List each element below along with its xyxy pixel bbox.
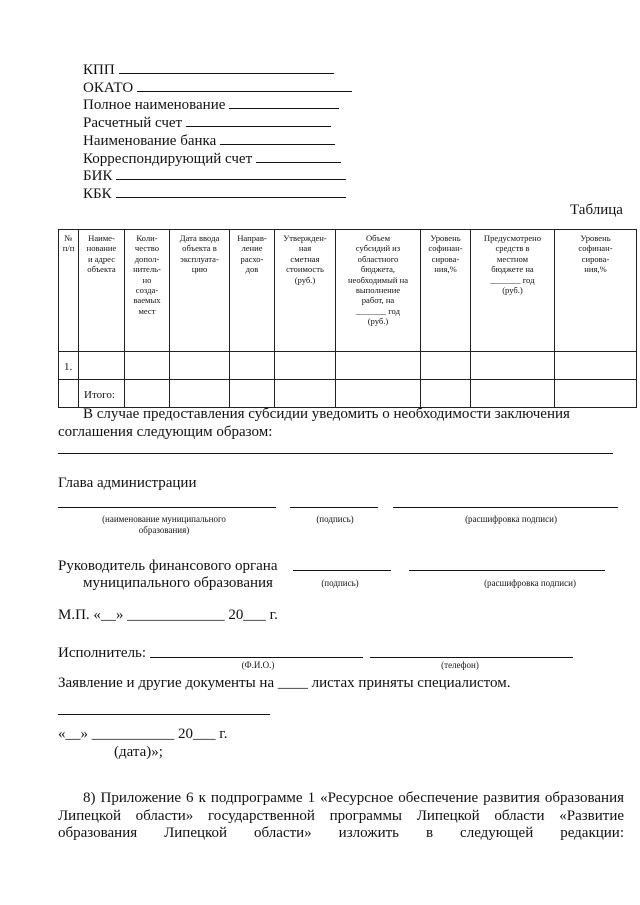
finance-signature-line — [293, 570, 391, 571]
table-cell — [555, 380, 637, 408]
requisite-fill-line — [116, 197, 346, 198]
table-total-row — [59, 380, 637, 408]
finance-head-line1: Руководитель финансового органа — [58, 558, 278, 574]
requisite-row — [83, 115, 352, 133]
municipality-line — [58, 507, 276, 508]
signature-line — [290, 507, 378, 508]
requisite-label: КБК — [83, 185, 112, 202]
requisite-row — [83, 133, 352, 151]
requisite-label: Наименование банка — [83, 132, 217, 149]
requisite-row — [83, 186, 352, 204]
table-cell — [275, 352, 336, 380]
requisites-block — [83, 62, 352, 204]
requisite-label: ОКАТО — [83, 79, 134, 96]
caption-finance-signature: (подпись) — [321, 578, 359, 588]
requisite-cell — [83, 97, 352, 115]
agreement-fill-line — [58, 453, 613, 454]
finance-head-line2: муниципального образования — [83, 575, 273, 591]
requisite-fill-line — [116, 179, 346, 180]
requisite-fill-line — [220, 144, 335, 145]
requisite-fill-line — [186, 126, 331, 127]
caption-finance-decoding: (расшифровка подписи) — [484, 578, 576, 588]
requisite-row — [83, 151, 352, 169]
table-cell — [471, 380, 555, 408]
subsidy-table — [58, 229, 637, 408]
requisite-cell — [83, 62, 352, 80]
column-header: Дата ввода объекта в эксплуата- цию — [170, 230, 230, 352]
requisite-cell — [83, 186, 352, 204]
executor-phone-line — [370, 657, 573, 658]
total-label: Итого: — [79, 380, 125, 408]
table-cell — [275, 380, 336, 408]
finance-decoding-line — [409, 570, 605, 571]
executor-label: Исполнитель: — [58, 645, 147, 661]
table-cell — [230, 352, 275, 380]
requisite-cell — [83, 151, 352, 169]
table-cell — [421, 380, 471, 408]
table-cell — [125, 352, 170, 380]
column-header: Уровень софинан- сирова- ния,% — [421, 230, 471, 352]
date-caption: (дата)»; — [114, 744, 163, 760]
column-header: Коли- чество допол- нитель- но созда- ваемых мест — [125, 230, 170, 352]
requisite-fill-line — [137, 91, 352, 92]
requisite-row — [83, 62, 352, 80]
appendix-paragraph: 8) Приложение 6 к подпрограмме 1 «Ресурсное обеспечение развития образования Липецкой области» государственной программы Липецкой области «Развитие образования Липецкой области» изложить в следующей редакции: — [58, 790, 624, 841]
column-header: № п/п — [59, 230, 79, 352]
column-header: Наиме- нование и адрес объекта — [79, 230, 125, 352]
caption-signature: (подпись) — [316, 514, 354, 524]
caption-fio: (Ф.И.О.) — [241, 660, 275, 670]
requisite-cell — [83, 115, 352, 133]
column-header: Направ- ление расхо- дов — [230, 230, 275, 352]
requisite-row — [83, 97, 352, 115]
stamp-line: М.П. «__» _____________ 20___ г. — [58, 607, 278, 623]
requisite-cell — [83, 133, 352, 151]
table-cell — [125, 380, 170, 408]
row-number: 1. — [59, 352, 79, 380]
caption-municipality: (наименование муниципального образования) — [102, 514, 226, 535]
requisite-fill-line — [256, 162, 341, 163]
table-cell — [336, 352, 421, 380]
table-cell — [421, 352, 471, 380]
head-admin-label: Глава администрации — [58, 475, 197, 491]
column-header: Уровень софинан- сирова- ния,% — [555, 230, 637, 352]
accepted-line: Заявление и другие документы на ____ листах приняты специалистом. — [58, 675, 511, 691]
decoding-line — [393, 507, 618, 508]
requisite-label: Расчетный счет — [83, 115, 183, 132]
requisite-cell — [83, 168, 352, 186]
table-caption: Таблица — [570, 202, 623, 218]
table-header-row — [59, 230, 637, 352]
agreement-text-line1: В случае предоставления субсидии уведомить о необходимости заключения — [83, 406, 570, 422]
requisite-label: БИК — [83, 168, 113, 185]
table-cell — [555, 352, 637, 380]
specialist-line — [58, 714, 270, 715]
column-header: Предусмотрено средств в местном бюджете на _______ год (руб.) — [471, 230, 555, 352]
table-cell — [170, 380, 230, 408]
requisite-row — [83, 80, 352, 98]
requisite-cell — [83, 80, 352, 98]
table-cell — [170, 352, 230, 380]
requisite-fill-line — [229, 108, 339, 109]
requisite-row — [83, 168, 352, 186]
table-cell — [336, 380, 421, 408]
table-cell — [230, 380, 275, 408]
caption-phone: (телефон) — [441, 660, 479, 670]
requisite-label: КПП — [83, 62, 115, 78]
executor-fio-line — [150, 657, 363, 658]
caption-decoding: (расшифровка подписи) — [465, 514, 557, 524]
table-cell — [79, 352, 125, 380]
requisite-label: Корреспондирующий счет — [83, 150, 253, 167]
date-line: «__» ___________ 20___ г. — [58, 726, 228, 742]
column-header: Объем субсидий из областного бюджета, необходимый на выполнение работ, на _______ год (руб.) — [336, 230, 421, 352]
requisite-label: Полное наименование — [83, 97, 226, 114]
table-cell — [471, 352, 555, 380]
requisite-fill-line — [119, 73, 334, 74]
table-cell — [59, 380, 79, 408]
agreement-text-line2: соглашения следующим образом: — [58, 424, 273, 440]
table-row — [59, 352, 637, 380]
column-header: Утвержден- ная сметная стоимость (руб.) — [275, 230, 336, 352]
